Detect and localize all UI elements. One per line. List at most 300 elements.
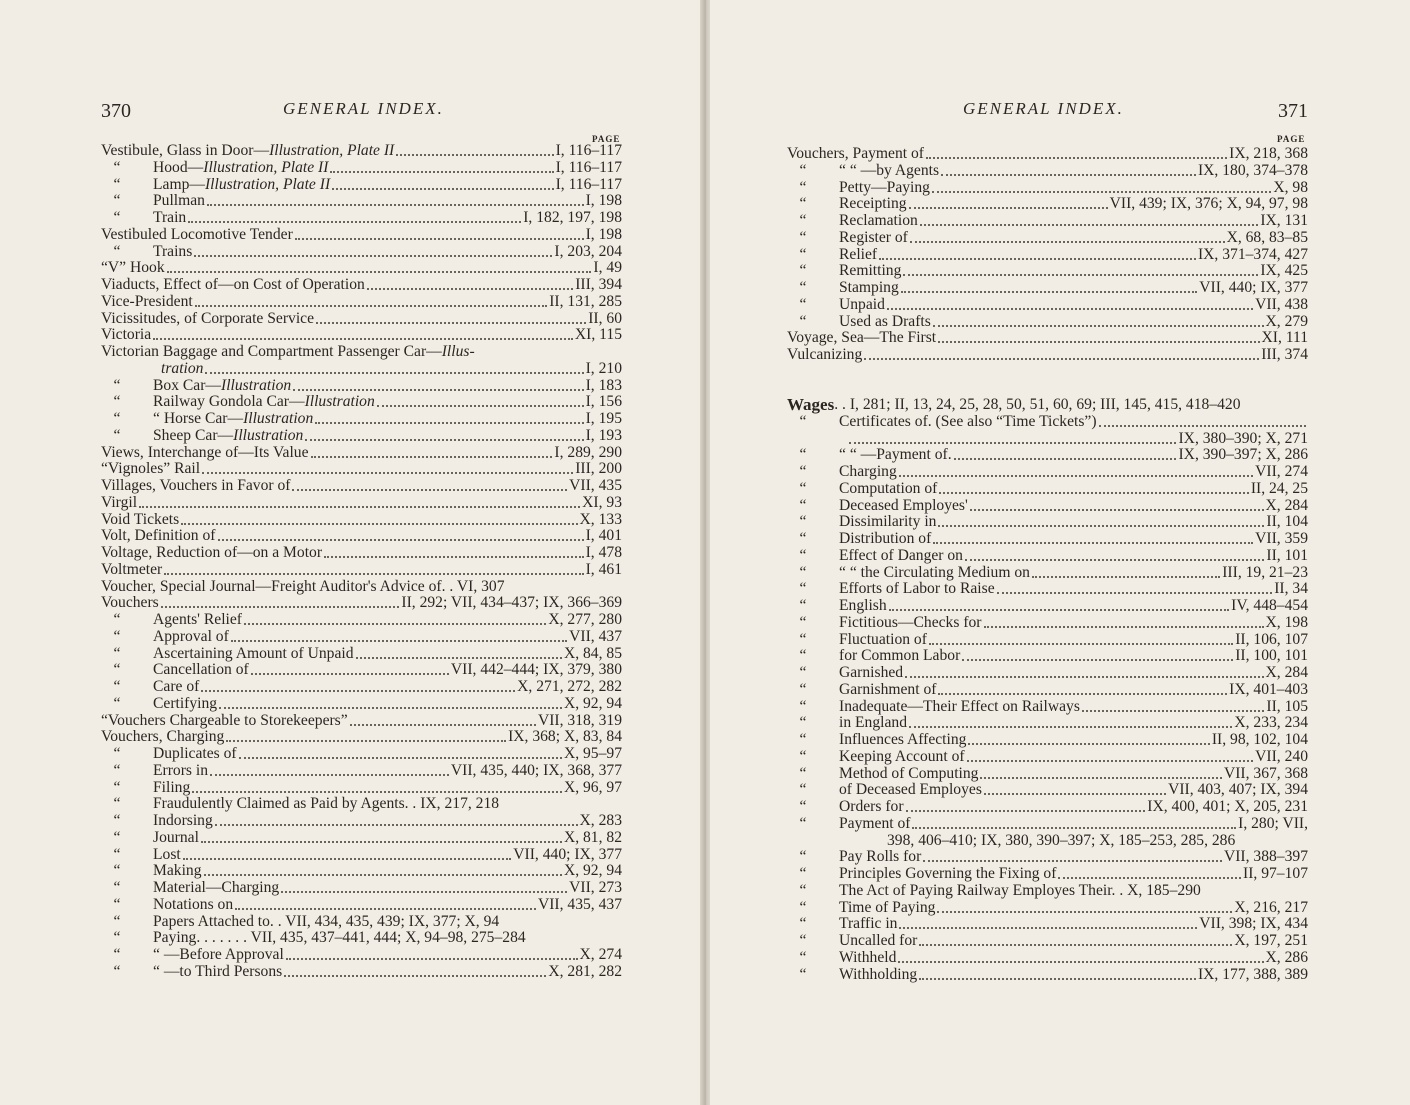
left-page-label: PAGE — [592, 134, 621, 144]
entry-italic-text: Illustration, Plate II — [204, 175, 331, 193]
entry-text: Making — [153, 862, 202, 880]
dot-leader — [194, 244, 552, 257]
ditto-mark: “ — [113, 694, 121, 712]
entry-page-refs: X, 279 — [1265, 312, 1308, 330]
dot-leader — [919, 933, 1232, 946]
index-entry — [787, 180, 1308, 197]
dot-leader — [284, 964, 546, 977]
index-entry — [101, 696, 622, 713]
entry-text: “ “ —Payment of. — [839, 446, 952, 464]
dot-leader — [332, 177, 553, 190]
entry-page-refs: I, 183 — [585, 376, 622, 394]
dot-leader — [901, 280, 1198, 293]
entry-text: Fraudulently Claimed as Paid by Agents. . IX, 217, 218 — [153, 795, 500, 813]
ditto-mark: “ — [799, 965, 807, 983]
entry-text: Used as Drafts — [839, 312, 931, 330]
dot-leader — [251, 662, 449, 675]
dot-leader — [286, 947, 578, 960]
entry-page-refs: VII, 435, 437 — [537, 895, 622, 913]
ditto-mark: “ — [799, 228, 807, 246]
dot-leader — [984, 782, 1166, 795]
entry-text: Hood—Illustration, Plate II — [153, 158, 329, 176]
index-entry — [101, 394, 622, 411]
dot-leader — [941, 163, 1196, 176]
entry-text: Dissimilarity in — [839, 513, 937, 531]
entry-text: Lamp—Illustration, Plate II — [153, 175, 331, 193]
entry-page-refs: X, 284 — [1265, 664, 1308, 681]
dot-leader — [954, 447, 1177, 460]
entry-page-refs: VII, 398; IX, 434 — [1199, 915, 1308, 933]
index-entry — [101, 646, 622, 663]
entry-page-refs: II, 131, 285 — [549, 292, 622, 310]
index-entry — [101, 244, 622, 261]
entry-page-refs: II, 104 — [1266, 513, 1308, 531]
entry-text: Vouchers, Charging — [101, 728, 225, 746]
ditto-mark: “ — [113, 912, 121, 930]
index-entry — [101, 327, 622, 344]
entry-text: Trains — [153, 242, 193, 260]
entry-page-refs: X, 198 — [1265, 613, 1308, 631]
dot-leader — [905, 665, 1263, 678]
entry-page-refs: VII, 318, 319 — [537, 711, 622, 729]
entry-page-refs: I, 210 — [585, 359, 622, 377]
wages-heading-refs: . . I, 281; II, 13, 24, 25, 28, 50, 51, 60, 69; III, 145, 415, 418–420 — [834, 396, 1241, 413]
index-entry — [101, 763, 622, 780]
entry-text: Care of — [153, 678, 200, 695]
entry-italic-text: tration — [161, 359, 204, 377]
dot-leader — [218, 528, 584, 541]
index-entry — [787, 749, 1308, 766]
entry-page-refs: II, 34 — [1274, 580, 1308, 598]
ditto-mark: “ — [799, 412, 807, 430]
dot-leader — [919, 967, 1196, 980]
entry-page-refs: VII, 440; IX, 377 — [513, 845, 622, 863]
index-entry — [101, 679, 622, 696]
dot-leader — [181, 512, 577, 525]
dot-leader — [965, 548, 1264, 561]
index-entry — [101, 461, 622, 478]
entry-page-refs: VII, 403, 407; IX, 394 — [1168, 781, 1308, 799]
entry-page-refs: II, 98, 102, 104 — [1211, 731, 1308, 748]
dot-leader — [887, 297, 1253, 310]
index-entry — [787, 146, 1308, 163]
dot-leader — [937, 900, 1232, 913]
dot-leader — [1082, 699, 1265, 712]
dot-leader — [161, 595, 400, 608]
index-entry — [101, 562, 622, 579]
entry-page-refs: X, 281, 282 — [548, 962, 622, 980]
index-entry — [787, 213, 1308, 230]
dot-leader — [311, 445, 553, 458]
entry-page-refs: VII, 359 — [1255, 530, 1308, 547]
entry-text: Charging — [839, 463, 897, 480]
ditto-mark: “ — [113, 158, 121, 176]
index-entry — [101, 378, 622, 395]
dot-leader — [377, 394, 584, 407]
entry-page-refs: X, 92, 94 — [563, 862, 622, 880]
entry-text: Deceased Employes' — [839, 496, 968, 514]
dot-leader — [909, 196, 1108, 209]
left-page-title: GENERAL INDEX. — [283, 99, 444, 118]
index-entry — [787, 280, 1308, 297]
index-entry — [101, 729, 622, 746]
ditto-mark: “ — [799, 898, 807, 916]
entry-page-refs: X, 98 — [1273, 178, 1308, 196]
ditto-mark: “ — [799, 279, 807, 296]
entry-text: Papers Attached to. . VII, 434, 435, 439; IX, 377; X, 94 — [153, 912, 500, 930]
entry-text: Payment of — [839, 814, 911, 832]
entry-page-refs: VII, 438 — [1255, 295, 1308, 313]
entry-page-refs: IX, 218, 368 — [1229, 145, 1308, 162]
entry-text: 398, 406–410; IX, 380, 390–397; X, 185–253, 285, 286 — [887, 831, 1236, 849]
index-entry — [101, 344, 622, 361]
right-page-label: PAGE — [1277, 134, 1306, 144]
entry-text: for Common Labor — [839, 647, 961, 665]
entry-text: Effect of Danger on — [839, 546, 963, 564]
index-entry — [101, 210, 622, 227]
entry-page-refs: VII, 435 — [569, 477, 622, 494]
dot-leader — [231, 629, 567, 642]
entry-page-refs: I, 198 — [585, 192, 622, 210]
dot-leader — [879, 247, 1196, 260]
ditto-mark: “ — [799, 195, 807, 213]
entry-page-refs: III, 200 — [575, 460, 622, 478]
ditto-mark: “ — [799, 446, 807, 464]
ditto-mark: “ — [113, 812, 121, 829]
entry-text: Voltage, Reduction of—on a Motor — [101, 544, 323, 561]
entry-text: Filing — [153, 778, 191, 796]
index-entry — [101, 227, 622, 244]
entry-text: Box Car—Illustration — [153, 376, 292, 394]
index-entry — [101, 796, 622, 813]
entry-page-refs: II, 60 — [588, 309, 622, 327]
dot-leader — [244, 612, 546, 625]
entry-page-refs: I, 156 — [585, 393, 622, 411]
entry-page-refs: XI, 115 — [574, 326, 622, 344]
entry-text: The Act of Paying Railway Employes Their. . X, 185–290 — [839, 881, 1201, 899]
entry-text: Inadequate—Their Effect on Railways — [839, 697, 1080, 715]
dot-leader — [528, 930, 620, 941]
entry-page-refs: I, 478 — [585, 544, 622, 561]
dot-leader — [315, 411, 583, 424]
entry-page-refs: X, 284 — [1265, 496, 1308, 514]
entry-page-refs: I, 195 — [585, 410, 622, 427]
entry-page-refs: X, 92, 94 — [563, 694, 622, 712]
entry-page-refs: IX, 177, 388, 389 — [1197, 965, 1308, 983]
entry-text: Stamping — [839, 279, 899, 296]
index-entry — [101, 662, 622, 679]
entry-page-refs: III, 19, 21–23 — [1222, 563, 1308, 581]
entry-page-refs: II, 97–107 — [1243, 865, 1308, 882]
entry-page-refs: XI, 93 — [582, 493, 622, 511]
entry-text: Efforts of Labor to Raise — [839, 580, 995, 598]
index-entry — [787, 715, 1308, 732]
entry-text: Fictitious—Checks for — [839, 613, 982, 631]
entry-text: Lost — [153, 845, 181, 863]
index-entry — [101, 880, 622, 897]
entry-page-refs: X, 271, 272, 282 — [517, 678, 622, 695]
ditto-mark: “ — [113, 376, 121, 394]
ditto-mark: “ — [799, 697, 807, 715]
entry-italic-text: Illustration — [221, 376, 292, 394]
right-page-title: GENERAL INDEX. — [963, 99, 1124, 118]
ditto-mark: “ — [113, 611, 121, 628]
entry-page-refs: IX, 371–374, 427 — [1197, 245, 1308, 263]
entry-text: “ —to Third Persons — [153, 962, 283, 980]
ditto-mark: “ — [113, 895, 121, 913]
dot-leader — [899, 464, 1253, 477]
index-entry — [787, 447, 1308, 464]
entry-page-refs: I, 49 — [593, 259, 622, 277]
dot-leader — [923, 849, 1222, 862]
ditto-mark: “ — [799, 764, 807, 782]
index-entry — [787, 799, 1308, 816]
dot-leader — [195, 294, 548, 307]
dot-leader — [932, 180, 1271, 193]
dot-leader — [909, 715, 1232, 728]
entry-page-refs: VII, 435, 440; IX, 368, 377 — [450, 761, 622, 779]
ditto-mark: “ — [113, 426, 121, 444]
entry-page-refs: IX, 368; X, 83, 84 — [508, 728, 622, 746]
ditto-mark: “ — [113, 795, 121, 813]
entry-text: Fluctuation of — [839, 630, 927, 648]
ditto-mark: “ — [799, 530, 807, 547]
entry-text: “ “ —by Agents — [839, 161, 940, 179]
dot-leader — [192, 780, 562, 793]
entry-page-refs: VII, 367, 368 — [1223, 764, 1308, 782]
dot-leader — [938, 514, 1264, 527]
ditto-mark: “ — [799, 932, 807, 949]
entry-text: Vestibule, Glass in Door—Illustration, Plate II — [101, 142, 395, 159]
dot-leader — [153, 327, 573, 340]
index-entry — [787, 849, 1308, 866]
ditto-mark: “ — [799, 630, 807, 648]
entry-page-refs: X, 84, 85 — [563, 644, 622, 662]
entry-text: Time of Paying — [839, 898, 936, 916]
ditto-mark: “ — [799, 496, 807, 514]
index-entry — [787, 967, 1308, 984]
entry-page-refs: VII, 437 — [569, 627, 622, 645]
index-entry — [101, 947, 622, 964]
index-entry — [101, 193, 622, 210]
ditto-mark: “ — [799, 781, 807, 799]
dot-leader — [968, 732, 1209, 745]
ditto-mark: “ — [799, 664, 807, 681]
entry-page-refs: I, 116–117 — [555, 142, 622, 159]
entry-page-refs: I, 461 — [585, 560, 622, 578]
entry-italic-text: Illustration, Plate II — [203, 158, 329, 176]
entry-page-refs: I, 203, 204 — [554, 242, 622, 260]
dot-leader — [962, 648, 1233, 661]
entry-text: Volt, Definition of — [101, 527, 216, 545]
entry-text: Withholding — [839, 965, 918, 983]
entry-text: in England — [839, 714, 907, 732]
entry-page-refs: VII, 274 — [1255, 463, 1308, 480]
dot-leader — [938, 682, 1227, 695]
entry-text: “ —Before Approval — [153, 946, 284, 963]
entry-page-refs: X, 216, 217 — [1234, 898, 1308, 916]
index-entry — [101, 160, 622, 177]
dot-leader — [167, 260, 592, 273]
ditto-mark: “ — [799, 479, 807, 497]
index-entry — [101, 930, 622, 947]
entry-page-refs: II, 24, 25 — [1250, 479, 1308, 497]
entry-text: “Vouchers Chargeable to Storekeepers” — [101, 711, 348, 729]
entry-page-refs: IX, 131 — [1260, 212, 1308, 229]
dot-leader — [201, 830, 562, 843]
entry-text: Orders for — [839, 798, 904, 815]
ditto-mark: “ — [113, 627, 121, 645]
entry-text — [787, 431, 847, 448]
entry-text: Principles Governing the Fixing of — [839, 865, 1057, 882]
ditto-mark: “ — [799, 262, 807, 280]
dot-leader — [864, 347, 1259, 360]
index-entry — [787, 933, 1308, 950]
index-entry — [101, 813, 622, 830]
index-entry — [787, 699, 1308, 716]
entry-page-refs: III, 394 — [575, 276, 622, 293]
index-entry — [101, 260, 622, 277]
entry-text: Vouchers — [101, 594, 159, 612]
ditto-mark: “ — [113, 946, 121, 963]
index-entry — [101, 478, 622, 495]
entry-page-refs: X, 96, 97 — [563, 778, 622, 796]
index-entry — [787, 682, 1308, 699]
index-entry — [787, 431, 1308, 448]
entry-text: Reclamation — [839, 212, 918, 229]
entry-page-refs: II, 105 — [1266, 697, 1308, 715]
ditto-mark: “ — [799, 714, 807, 732]
ditto-mark: “ — [799, 513, 807, 531]
entry-page-refs: I, 401 — [585, 527, 622, 545]
dot-leader — [1058, 866, 1241, 879]
entry-text: Receipting — [839, 195, 907, 213]
entry-text: Approval of — [153, 627, 229, 645]
left-index-column — [101, 143, 622, 981]
dot-leader — [906, 799, 1146, 812]
dot-leader — [188, 210, 521, 223]
entry-text: Vicissitudes, of Corporate Service — [101, 309, 314, 327]
entry-text: Viaducts, Effect of—on Cost of Operation — [101, 276, 365, 293]
dot-leader — [933, 531, 1253, 544]
index-entry — [787, 514, 1308, 531]
dot-leader — [970, 498, 1264, 511]
index-entry — [101, 143, 622, 160]
ditto-mark: “ — [113, 209, 121, 226]
index-entry — [101, 177, 622, 194]
entry-page-refs: VII, 439; IX, 376; X, 94, 97, 98 — [1109, 195, 1308, 213]
index-entry — [101, 445, 622, 462]
ditto-mark: “ — [113, 761, 121, 779]
dot-leader — [889, 598, 1230, 611]
entry-page-refs: X, 68, 83–85 — [1226, 228, 1308, 246]
dot-leader — [501, 796, 620, 807]
index-entry — [787, 548, 1308, 565]
entry-page-refs: IX, 380–390; X, 271 — [1178, 429, 1308, 447]
index-entry — [787, 163, 1308, 180]
index-entry — [787, 481, 1308, 498]
entry-page-refs: I, 116–117 — [555, 175, 622, 193]
entry-italic-text: Illustration, Plate II — [269, 142, 395, 159]
entry-page-refs: IX, 390–397; X, 286 — [1178, 446, 1308, 464]
ditto-mark: “ — [113, 410, 121, 427]
dot-leader — [293, 378, 583, 391]
index-entry — [787, 565, 1308, 582]
entry-text: Villages, Vouchers in Favor of — [101, 477, 291, 494]
entry-text: “V” Hook — [101, 259, 165, 277]
dot-leader — [292, 478, 567, 491]
ditto-mark: “ — [799, 245, 807, 263]
entry-text: Garnishment of — [839, 680, 937, 698]
entry-page-refs: VII, 440; IX, 377 — [1199, 279, 1308, 296]
index-entry — [787, 816, 1308, 833]
index-entry — [787, 916, 1308, 933]
ditto-mark: “ — [113, 862, 121, 880]
dot-leader — [207, 193, 584, 206]
index-entry — [787, 230, 1308, 247]
index-entry — [101, 897, 622, 914]
dot-leader — [183, 847, 512, 860]
entry-page-refs: VII, 273 — [569, 879, 622, 896]
entry-page-refs: II, 101 — [1266, 546, 1308, 564]
dot-leader — [356, 646, 562, 659]
entry-text: Ascertaining Amount of Unpaid — [153, 644, 354, 662]
ditto-mark: “ — [799, 563, 807, 581]
wages-heading: Wages — [787, 395, 835, 414]
entry-page-refs: X, 283 — [579, 812, 622, 829]
ditto-mark: “ — [113, 242, 121, 260]
entry-page-refs: I, 116–117 — [555, 158, 622, 176]
index-entry — [101, 411, 622, 428]
right-page-number: 371 — [1278, 100, 1308, 122]
index-entry — [787, 330, 1308, 347]
dot-leader — [477, 344, 620, 355]
entry-page-refs: X, 277, 280 — [548, 611, 622, 628]
entry-italic-text: Illustration — [304, 393, 375, 411]
dot-leader — [281, 880, 567, 893]
entry-page-refs: I, 182, 197, 198 — [523, 209, 622, 226]
dot-leader — [330, 160, 553, 173]
ditto-mark: “ — [799, 613, 807, 631]
ditto-mark: “ — [799, 915, 807, 933]
index-entry — [101, 361, 622, 378]
dot-leader — [210, 763, 449, 776]
entry-text: Paying. . . . . . . VII, 435, 437–441, 444; X, 94–98, 275–284 — [153, 929, 526, 947]
entry-text: Agents' Relief — [153, 611, 242, 628]
dot-leader — [305, 428, 583, 441]
dot-leader — [939, 481, 1249, 494]
entry-text: Certifying — [153, 694, 218, 712]
index-entry — [787, 648, 1308, 665]
entry-text: Vouchers, Payment of — [787, 145, 925, 162]
ditto-mark: “ — [799, 881, 807, 899]
ditto-mark: “ — [113, 175, 121, 193]
dot-leader — [1203, 883, 1306, 894]
dot-leader — [219, 696, 562, 709]
entry-text: Virgil — [101, 493, 138, 511]
entry-text: Errors in — [153, 761, 208, 779]
entry-page-refs: II, 100, 101 — [1235, 647, 1308, 665]
entry-text: Method of Computing — [839, 764, 979, 782]
entry-text: Railway Gondola Car—Illustration — [153, 393, 375, 411]
dot-leader — [507, 579, 620, 590]
entry-page-refs: X, 286 — [1265, 948, 1308, 966]
ditto-mark: “ — [113, 778, 121, 796]
ditto-mark: “ — [799, 798, 807, 815]
entry-page-refs: I, 193 — [585, 426, 622, 444]
entry-page-refs: IX, 425 — [1260, 262, 1308, 280]
index-entry — [101, 612, 622, 629]
